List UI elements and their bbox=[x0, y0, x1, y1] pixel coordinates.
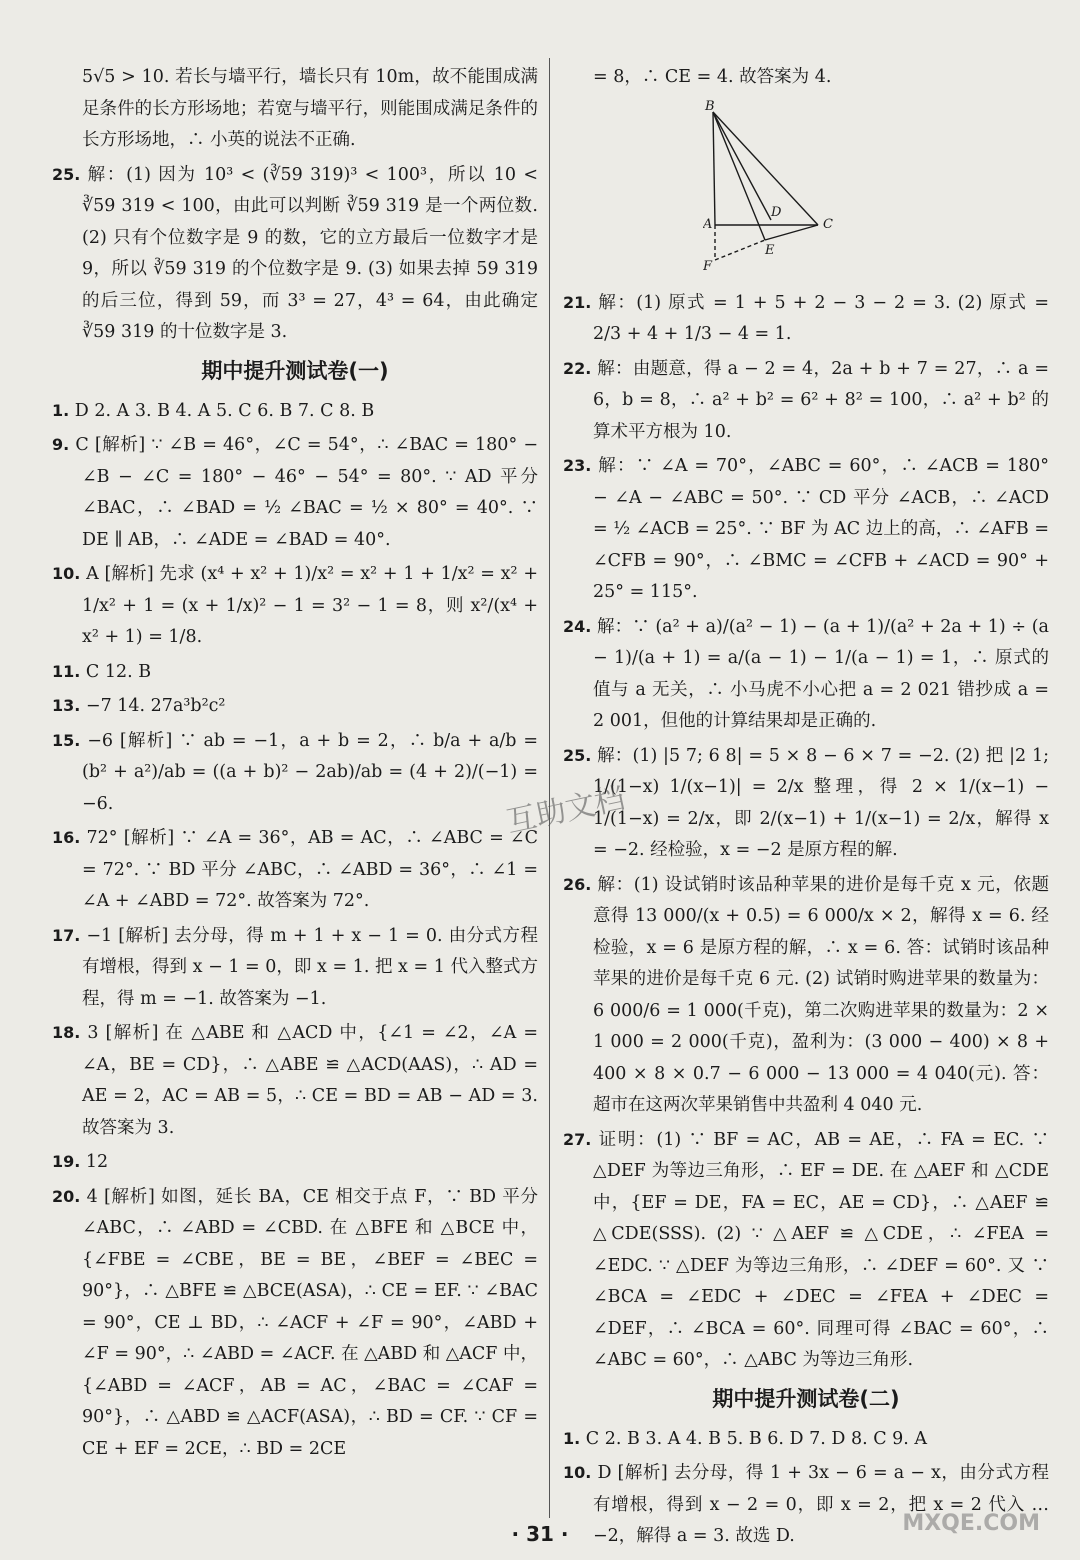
item-text: 解：(1) 因为 10³ < (∛59 319)³ < 100³，所以 10 < ∛59 319 < 100，由此可以判断 ∛59 319 是一个两位数. (2) 只有个位数字是 9 的数，它的立方最后一位数字才是 9，所以 ∛59 319 的个位数字是 9. (3) 如果去掉 59 319 的后三位，得到 59，而 3³ = 27，4³ = 64，由此确定 ∛59 319 的十位数字是 3. bbox=[82, 164, 538, 342]
item-text: 12 bbox=[85, 1152, 109, 1172]
watermark-stamp: 互助文档 bbox=[503, 780, 629, 841]
item-number: 25. bbox=[52, 164, 81, 184]
item-number: 26. bbox=[563, 874, 592, 894]
item-number: 19. bbox=[52, 1152, 81, 1171]
item-text: D 2. A 3. B 4. A 5. C 6. B 7. C 8. B bbox=[74, 400, 375, 421]
item-number: 13. bbox=[52, 696, 81, 715]
answer-item bbox=[563, 611, 1049, 738]
item-number: 10. bbox=[52, 564, 81, 583]
item-number: 20. bbox=[52, 1186, 81, 1206]
section-title-2: 期中提升测试卷(二) bbox=[712, 1386, 900, 1411]
item-text: 5√5 > 10. 若长与墙平行，墙长只有 10m，故不能围成满足条件的长方形场地；若宽与墙平行，则能围成满足条件的长方形场地，∴ 小英的说法不正确. bbox=[82, 67, 538, 150]
item-text: 证明：(1) ∵ BF = AC，AB = AE，∴ FA = EC. ∵ △DEF 为等边三角形，∴ EF = DE. 在 △AEF 和 △CDE 中，{EF = DE，FA = EC，AE = CD}，∴ △AEF ≌ △CDE(SSS). (2) ∵ △AEF ≌ △CDE，∴ ∠FEA = ∠EDC. ∵ △DEF 为等边三角形，∴ ∠DEF = 60°. 又 ∵ ∠BCA = ∠EDC + ∠DEC = ∠FEA + ∠DEC = ∠DEF，∴ ∠BCA = 60°. 同理可得 ∠BAC = 60°，∴ ∠ABC = 60°，∴ △ABC 为等边三角形. bbox=[593, 1129, 1049, 1370]
item-number: 9. bbox=[52, 435, 70, 454]
item-number: 27. bbox=[563, 1129, 592, 1149]
label-f: F bbox=[703, 258, 713, 274]
item-number: 25. bbox=[563, 745, 592, 765]
item-text: = 8，∴ CE = 4. 故答案为 4. bbox=[593, 67, 832, 87]
item-text: C 2. B 3. A 4. B 5. B 6. D 7. D 8. C 9. A bbox=[585, 1428, 928, 1449]
item-number: 21. bbox=[563, 292, 592, 312]
answer-item bbox=[52, 920, 538, 1016]
item-number: 24. bbox=[563, 616, 592, 636]
item-text: −1 [解析] 去分母，得 m + 1 + x − 1 = 0. 由分式方程有增根，得到 x − 1 = 0，即 x = 1. 把 x = 1 代入整式方程，得 m = −1. 故答案为 −1. bbox=[82, 925, 538, 1009]
item-text: 4 [解析] 如图，延长 BA，CE 相交于点 F，∵ BD 平分 ∠ABC，∴ ∠ABD = ∠CBD. 在 △BFE 和 △BCE 中，{∠FBE = ∠CBE，BE = BE，∠BEF = ∠BEC = 90°}，∴ △BFE ≌ △BCE(ASA)，∴ CE = EF. ∵ ∠BAC = 90°，CE ⊥ BD，∴ ∠ACF + ∠F = 90°，∠ABD + ∠F = 90°，∴ ∠ABD = ∠ACF. 在 △ABD 和 △ACF 中，{∠ABD = ∠ACF，AB = AC，∠BAC = ∠CAF = 90°}，∴ △ABD ≌ △ACF(ASA)，∴ BD = CF. ∵ CF = CE + EF = 2CE，∴ BD = 2CE bbox=[82, 1186, 538, 1459]
item-number: 10. bbox=[563, 1463, 592, 1482]
item-number: 22. bbox=[563, 358, 592, 378]
section-title-1: 期中提升测试卷(一) bbox=[201, 358, 389, 383]
item-text: 3 [解析] 在 △ABE 和 △ACD 中，{∠1 = ∠2，∠A = ∠A，BE = CD}，∴ △ABE ≌ △ACD(AAS)，∴ AD = AE = 2，AC = AB = 5，∴ CE = BD = AB − AD = 3. 故答案为 3. bbox=[82, 1023, 538, 1138]
label-d: D bbox=[771, 204, 782, 220]
segment-ba bbox=[713, 112, 715, 225]
item-text: 解：∵ (a² + a)/(a² − 1) − (a + 1)/(a² + 2a + 1) ÷ (a − 1)/(a + 1) = a/(a − 1) − 1/(a − 1) = 1，∴ 原式的值与 a 无关，∴ 小马虎不小心把 a = 2 021 错抄成 a = 2 001，但他的计算结果却是正确的. bbox=[593, 616, 1049, 731]
item-text: D [解析] 去分母，得 1 + 3x − 6 = a − x，由分式方程有增根，得到 x − 2 = 0，即 x = 2，把 x = 2 代入 … −2，解得 a = 3. 故选 D. bbox=[593, 1463, 1049, 1546]
item-text: −6 [解析] ∵ ab = −1，a + b = 2，∴ b/a + a/b = (b² + a²)/ab = ((a + b)² − 2ab)/ab = (4 + 2)/(−1) = −6. bbox=[82, 730, 538, 814]
geometry-figure bbox=[703, 100, 863, 275]
item-text: 解：由题意，得 a − 2 = 4，2a + b + 7 = 27，∴ a = 6，b = 8，∴ a² + b² = 6² + 8² = 100，∴ a² + b² 的算术平方根为 10. bbox=[593, 358, 1049, 442]
segment-bc bbox=[713, 112, 818, 225]
item-text: 解：(1) 原式 = 1 + 5 + 2 − 3 − 2 = 3. (2) 原式 = 2/3 + 4 + 1/3 − 4 = 1. bbox=[593, 292, 1049, 344]
item-text: A [解析] 先求 (x⁴ + x² + 1)/x² = x² + 1 + 1/x² = x² + 1/x² + 1 = (x + 1/x)² − 1 = 3² − 1 = 8，则 x²/(x⁴ + x² + 1) = 1/8. bbox=[82, 564, 538, 647]
item-number: 1. bbox=[52, 400, 70, 420]
answer-item bbox=[563, 62, 1049, 94]
item-text: 解：(1) |5 7; 6 8| = 5 × 8 − 6 × 7 = −2. (2) 把 |2 1; 1/(1−x) 1/(x−1)| = 2/x 整理，得 2 × 1/(x−1) − 1/(1−x) = 2/x，即 2/(x−1) + 1/(x−1) = 2/x，解得 x = −2. 经检验，x = −2 是原方程的解. bbox=[593, 745, 1049, 860]
answer-item bbox=[563, 1124, 1049, 1377]
label-b: B bbox=[705, 99, 715, 114]
answer-item bbox=[563, 450, 1049, 609]
item-text: −7 14. 27a³b²c² bbox=[85, 696, 226, 716]
item-number: 1. bbox=[563, 1428, 581, 1448]
segment-be bbox=[713, 112, 765, 240]
answer-item bbox=[52, 159, 538, 349]
item-text: 72° [解析] ∵ ∠A = 36°，AB = AC，∴ ∠ABC = ∠C = 72°. ∵ BD 平分 ∠ABC，∴ ∠ABD = 36°，∴ ∠1 = ∠A + ∠ABD = 72°. 故答案为 72°. bbox=[82, 828, 538, 911]
answer-item bbox=[52, 822, 538, 918]
answer-item bbox=[52, 558, 538, 654]
answer-item bbox=[52, 62, 538, 157]
item-number: 11. bbox=[52, 661, 81, 681]
item-number: 16. bbox=[52, 828, 81, 847]
answer-item bbox=[563, 740, 1049, 867]
answer-item bbox=[52, 1146, 538, 1179]
answer-item bbox=[563, 1423, 1049, 1456]
answer-item bbox=[52, 429, 538, 556]
page-number: · 31 · bbox=[511, 1522, 569, 1546]
segment-fe-dashed bbox=[715, 240, 765, 260]
answer-item bbox=[52, 656, 538, 689]
item-text: C [解析] ∵ ∠B = 46°，∠C = 54°，∴ ∠BAC = 180° − ∠B − ∠C = 180° − 46° − 54° = 80°. ∵ AD 平分 ∠BAC，∴ ∠BAD = ½ ∠BAC = ½ × 80° = 40°. ∵ DE ∥ AB，∴ ∠ADE = ∠BAD = 40°. bbox=[75, 435, 538, 550]
answer-item bbox=[52, 1181, 538, 1466]
item-number: 17. bbox=[52, 925, 81, 945]
label-c: C bbox=[823, 216, 833, 232]
item-number: 18. bbox=[52, 1023, 81, 1042]
left-column bbox=[52, 62, 538, 1490]
label-a: A bbox=[703, 216, 713, 232]
item-number: 23. bbox=[563, 456, 592, 475]
item-number: 15. bbox=[52, 730, 81, 750]
segment-ec bbox=[765, 225, 818, 240]
item-text: C 12. B bbox=[85, 661, 152, 682]
item-text: 解：(1) 设试销时该品种苹果的进价是每千克 x 元，依题意得 13 000/(x + 0.5) = 6 000/x × 2，解得 x = 6. 经检验，x = 6 是原方程的解，∴ x = 6. 答：试销时该品种苹果的进价是每千克 6 元. (2) 试销时购进苹果的数量为：6 000/6 = 1 000(千克)，第二次购进苹果的数量为：2 × 1 000 = 2 000(千克)，盈利为：(3 000 − 400) × 8 + 400 × 8 × 0.7 − 6 000 − 13 000 = 4 040(元). 答：超市在这两次苹果销售中共盈利 4 040 元. bbox=[593, 874, 1049, 1115]
watermark-corner: MXQE.COM bbox=[902, 1511, 1040, 1536]
answer-item bbox=[563, 287, 1049, 351]
answer-item bbox=[52, 395, 538, 428]
answer-item bbox=[52, 725, 538, 821]
answer-item bbox=[563, 869, 1049, 1122]
label-e: E bbox=[765, 242, 775, 258]
answer-item bbox=[52, 690, 538, 723]
answer-item bbox=[52, 1017, 538, 1144]
item-text: 解：∵ ∠A = 70°，∠ABC = 60°，∴ ∠ACB = 180° − ∠A − ∠ABC = 50°. ∵ CD 平分 ∠ACB，∴ ∠ACD = ½ ∠ACB = 25°. ∵ BF 为 AC 边上的高，∴ ∠AFB = ∠CFB = 90°，∴ ∠BMC = ∠CFB + ∠ACD = 90° + 25° = 115°. bbox=[593, 456, 1049, 602]
answer-item bbox=[563, 353, 1049, 449]
